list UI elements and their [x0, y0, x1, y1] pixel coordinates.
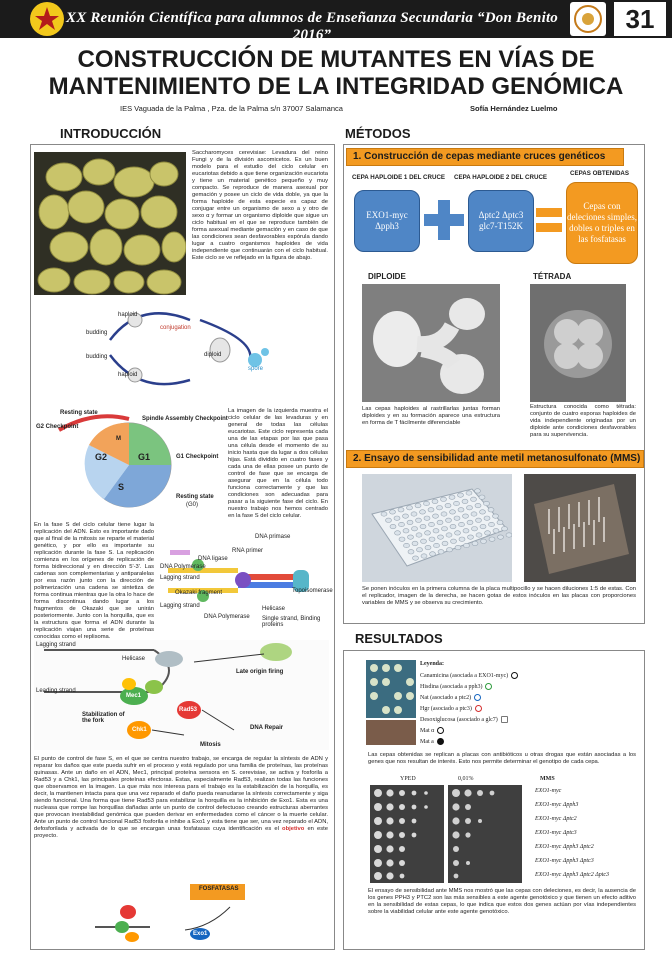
plate-well	[475, 489, 481, 493]
plate-well	[381, 512, 387, 516]
plate-well	[437, 520, 443, 524]
plate-well	[467, 520, 473, 524]
life-cycle-diagram	[80, 300, 280, 400]
plate-well	[476, 518, 482, 522]
plate-well	[502, 527, 508, 531]
label-g1-checkpoint: G1 Checkpoint	[176, 454, 219, 460]
tetrad-caption: Estructura conocida como tétrada: conjunto de cuatro esporas haploides de vida independiente originadas por un diploide ante condiciones desfavorables para su supervivencia.	[530, 404, 636, 438]
legend-text-6: Mat α	[420, 727, 435, 734]
plate-well	[399, 537, 405, 541]
legend-item-7	[420, 738, 444, 745]
plate-well	[493, 529, 499, 533]
plate-well	[420, 524, 426, 528]
plate-well	[480, 524, 486, 528]
plate-well	[455, 545, 461, 549]
col2-label: CEPA HAPLOIDE 2 DEL CRUCE	[454, 174, 548, 181]
affiliation: IES Vaguada de la Palma , Pza. de la Palma s/n 37007 Salamanca	[120, 104, 343, 113]
plate-well	[484, 501, 490, 505]
plate-well	[467, 506, 473, 510]
legend-square-icon	[501, 716, 508, 723]
plate-well	[458, 493, 464, 497]
intro-paragraph-1: Saccharomyces cerevisiae: Levadura del reino Fungi y de la división ascomicetos. Es un buen modelo para el estudio del ciclo celular en eucariotas debido a que tiene organización eucariota y tiene un material genético pequeño y muy compacto. Se reproduce de manera asexual por gemación y posee un ciclo de vida doble, ya que la forma haploide de esta especie es capaz de conjugar entre un organismo de sexo a y otro de sexo α y formar un organismo diploide que sigue un ciclo habitual en el que se reproduce también de forma asexual mediante gemación y en caso de que las condiciones sean desfavorables espórula dando lugar a cuatro organismos haploides de vida independiente que continuarán con el ciclo habitual. Este ciclo se ve reflejado en la figura de abajo.	[192, 150, 329, 261]
plate-well	[395, 531, 401, 535]
legend-item-3	[420, 694, 481, 701]
label-spore: spore	[248, 366, 264, 372]
plate-well	[450, 524, 456, 528]
plate-well	[425, 545, 431, 549]
legend-mat-alpha-icon	[437, 727, 444, 734]
methods-step-1-bar: 1. Construcción de cepas mediante cruces genéticos	[346, 148, 624, 166]
replica-plate-photo-2	[366, 720, 416, 745]
legend-text-5: Desoxiglucosa (asociado a glc7)	[420, 716, 498, 723]
plus-icon	[422, 198, 466, 242]
plate-well	[416, 533, 422, 537]
plate-well	[442, 527, 448, 531]
plate-well	[420, 510, 426, 514]
methods-step-2-bar: 2. Ensayo de sensibilidad ante metil metanosulfonato (MMS)	[346, 450, 644, 468]
label-g2: G2	[95, 452, 108, 462]
legend-title: Leyenda:	[420, 661, 444, 667]
plate-well	[386, 518, 392, 522]
label-dna-polymerase-2: DNA Polymerase	[204, 614, 250, 620]
label-exo1: Exo1	[193, 931, 208, 937]
plate-well	[417, 548, 423, 552]
plate-well	[455, 531, 461, 535]
label-helicase-2: Helicase	[122, 656, 146, 662]
label-haploid-a: haploid	[118, 372, 138, 378]
plate-well	[454, 501, 460, 505]
checkpoint-pathway-diagram	[34, 640, 329, 750]
plate-well	[429, 537, 435, 541]
plate-well	[471, 512, 477, 516]
strain-box-2: Δptc2 Δptc3 glc7-T152K	[468, 190, 534, 252]
label-dna-polymerase: DNA Polymerase	[160, 564, 206, 570]
label-spindle-checkpoint: Spindle Assembly Checkpoint	[142, 416, 228, 422]
label-late-origin: Late origin firing	[236, 669, 284, 675]
label-g0: (G0)	[186, 502, 198, 508]
plate-well	[497, 520, 503, 524]
ypd-label: YPED	[400, 776, 416, 782]
plate-well	[472, 541, 478, 545]
label-lagging-strand: Lagging strand	[160, 575, 200, 581]
label-haploid-alpha: haploid	[118, 312, 138, 318]
plate-well	[430, 552, 436, 556]
plate-well	[506, 533, 512, 537]
plate-well	[488, 508, 494, 512]
plate-well	[480, 510, 486, 514]
legend-text-4: Hgr (asociado a ptc3)	[420, 705, 472, 712]
label-fosfatasas: FOSFATASAS	[199, 886, 239, 892]
plate-well	[433, 514, 439, 518]
legend-text-7: Mat a	[420, 738, 434, 745]
legend-item-1	[420, 672, 518, 679]
plate-well	[442, 541, 448, 545]
label-mitosis: Mitosis	[200, 742, 221, 748]
star-logo-icon	[30, 2, 64, 36]
plate-well	[475, 503, 481, 507]
legend-black-dot-icon	[511, 672, 518, 679]
mms-label: MMS	[540, 776, 555, 782]
plate-well	[476, 533, 482, 537]
label-okazaki: Okazaki fragment	[175, 590, 223, 596]
col3-label: CEPAS OBTENIDAS	[570, 170, 630, 177]
label-diploid: diploid	[204, 352, 222, 358]
intro-paragraph-4-text: El punto de control de fase S, en el que se centra nuestro trabajo, se encarga de regular la síntesis de ADN y reparar los daños que este pueda sufrir en el proceso y está regulado por una familia de proteínas, las proteínas quinasas. Ante un daño en el ADN, Mec1, principal proteína sensora en S. cerevisiae, se activa y fosforila a Rad53 y a Chk1, las principales proteínas efectoras. Estas, especialmente Rad53, realizan todas las funciones que observamos en la imagen. La que más nos interesa para el trabajo es la estabilización de la horquilla, es decir, la mantienen intacta para que una vez reparado el daño pueda reanudarse la síntesis correctamente y siga siendo funcional. Una forma que tiene Rad53 para estabilizar la horquilla es la inhibición de Exo1. Esta es una nucleasa que rompe las horquillas dañadas ante un punto de control defectuoso creando estructuras aberrantes que provocan inestabilidad genómica que pueden derivar en enfermedades como el cáncer o la muerte celular. Ante un punto de control funcional Rad53 fosforila e inhibe a Exo1 y esta tiene que ser, una vez reparado el ADN, defosforilada y activada de lo que se encargan unas fosfatasas cuya identificación es el	[34, 756, 328, 832]
legend-text-1: Canamicina (asociada a EXO1-myc)	[420, 672, 509, 679]
methods-heading: MÉTODOS	[345, 126, 411, 141]
mms-conc-label: 0,01%	[458, 776, 474, 782]
plate-well	[390, 524, 396, 528]
label-resting-state: Resting state	[60, 410, 98, 416]
plate-well	[424, 501, 430, 505]
plate-well	[493, 514, 499, 518]
label-leading-strand: Leading strand	[36, 688, 76, 694]
strain-label-2: EXO1-myc Δpph3	[535, 802, 579, 808]
phosphatase-diagram	[90, 882, 270, 944]
label-s: S	[118, 482, 125, 492]
legend-item-6	[420, 727, 444, 734]
label-chk1: Chk1	[132, 727, 147, 733]
plate-well	[428, 508, 434, 512]
plate-well	[432, 499, 438, 503]
strain-label-5: EXO1-myc Δpph3 Δptc2	[535, 844, 594, 850]
plate-well	[433, 529, 439, 533]
strain-label-4: EXO1-myc Δptc3	[535, 830, 577, 836]
strain-label-6: EXO1-myc Δpph3 Δptc3	[535, 858, 594, 864]
plate-well	[437, 506, 443, 510]
plate-well	[446, 518, 452, 522]
plate-well	[489, 537, 495, 541]
plate-well	[485, 531, 491, 535]
legend-mat-a-icon	[437, 738, 444, 745]
intro-heading: INTRODUCCIÓN	[60, 126, 162, 141]
intro-paragraph-3: En la fase S del ciclo celular tiene lugar la replicación del ADN. Esto es importante dado que al final de la mitosis se reparte el material genético, y por ello es importante su replicación durante la fase S. La replicación comienza en los orígenes de replicación de forma bidireccional y en dirección 5'-3'. Las cadenas son complementarias y antiparalelas por esa razón junto con la dirección de polimerización una cadena se sintetiza de forma continua mientras que la otra lo hace de forma discontinua dando lugar a los fragmentos de Okazaki que se unirán posteriormente. Junto con la horquilla, que es la estructura que forma el ADN durante la replicación viajan una serie de proteínas conocidas como el replisoma.	[34, 522, 154, 640]
page-number: 31	[614, 2, 666, 36]
plate-well	[421, 539, 427, 543]
plate-well	[438, 535, 444, 539]
replicator-photo	[524, 474, 636, 582]
label-m: M	[116, 436, 121, 442]
plate-well	[498, 535, 504, 539]
legend-green-dot-icon	[485, 683, 492, 690]
plate-well	[468, 535, 474, 539]
strain-label-1: EXO1-myc	[535, 788, 562, 794]
plate-well	[489, 522, 495, 526]
plate-well	[445, 503, 451, 507]
mms-caption: Se ponen inóculos en la primera columna de la placa multipocillo y se hacen diluciones 1:5 de estas. Con el replicador, imagen de la derecha, se hacen gotas de estos inóculos en las placas con proporciones variables de MMS y se observa su crecimiento.	[362, 586, 636, 606]
intro-paragraph-2: La imagen de la izquierda muestra el ciclo celular de las levaduras y en general de todas las células eucariotas. Este ciclo representa cada una de las etapas por las que pasa una célula desde el momento de su inicio hasta que da lugar a dos células hijas. Está dividido en cuatro fases y cada una de ellas posee un punto de control de fase que se encarga de asegurar que en la célula todo funciona correctamente y que las condiciones son adecuadas para pasar a la siguiente fase del ciclo. En nuestro trabajo nos hemos centrado en la fase S del ciclo celular.	[228, 408, 328, 519]
plate-well	[408, 535, 414, 539]
plate-well	[398, 508, 404, 512]
plate-well	[463, 514, 469, 518]
banner-title: XX Reunión Científica para alumnos de Enseñanza Secundaria “Don Benito 2016”	[65, 10, 559, 43]
equals-icon	[534, 202, 564, 238]
plate-well	[479, 495, 485, 499]
plate-well	[466, 491, 472, 495]
plate-well	[446, 533, 452, 537]
diploide-label: DIPLOIDE	[368, 272, 406, 281]
label-budding-2: budding	[86, 354, 108, 360]
legend-item-5	[420, 716, 508, 723]
plate-well	[447, 548, 453, 552]
plate-well	[429, 522, 435, 526]
plate-well	[441, 497, 447, 501]
plate-well	[463, 529, 469, 533]
plate-well	[421, 554, 427, 558]
plate-well	[441, 512, 447, 516]
plate-well	[407, 520, 413, 524]
legend-blue-dot-icon	[474, 694, 481, 701]
plate-well	[481, 539, 487, 543]
plate-well	[424, 516, 430, 520]
plate-well	[434, 543, 440, 547]
tetrad-photo	[530, 284, 626, 402]
plate-well	[407, 506, 413, 510]
plate-well	[413, 556, 419, 560]
legend-item-2	[420, 683, 492, 690]
plate-well	[459, 537, 465, 541]
plate-well	[464, 543, 470, 547]
page-title	[40, 46, 632, 100]
strain-box-1: EXO1-myc Δpph3	[354, 190, 420, 252]
plate-well	[404, 543, 410, 547]
label-helicase: Helicase	[262, 606, 286, 612]
legend-item-4	[420, 705, 482, 712]
plate-well	[408, 550, 414, 554]
plate-well	[403, 514, 409, 518]
plate-well	[449, 495, 455, 499]
label-ssb: Single strand, Binding proteins	[262, 616, 321, 628]
intro-paragraph-4-end: en este proyecto.	[34, 826, 328, 839]
label-stabilization: Stabilization of the fork	[82, 712, 125, 724]
plate-well	[411, 512, 417, 516]
legend-text-2: Hisdina (asociada a pph3)	[420, 683, 483, 690]
title-line-2: MANTENIMIENTO DE LA INTEGRIDAD GENÓMICA	[48, 73, 624, 100]
plate-well	[425, 531, 431, 535]
label-g2-checkpoint: G2 Checkpoint	[36, 424, 79, 430]
legend-text-3: Nat (asociado a ptc2)	[420, 694, 472, 701]
results-caption-1: Las cepas obtenidas se replican a placas con antibióticos u otras drogas que están asociadas a los genes que nos resultan de interés. Esto nos permite determinar el genotipo de cada cepa.	[368, 752, 636, 765]
ypd-plate-photo	[370, 785, 444, 883]
label-lagging-strand-3: Lagging strand	[36, 642, 76, 648]
plate-well	[412, 541, 418, 545]
plate-well	[399, 522, 405, 526]
plate-well	[459, 522, 465, 526]
plate-well	[471, 497, 477, 501]
label-dna-primase: DNA primase	[255, 534, 291, 540]
replica-plate-photo-1	[366, 660, 416, 718]
plate-well	[458, 508, 464, 512]
col1-label: CEPA HAPLOIDE 1 DEL CRUCE	[352, 174, 446, 181]
plate-well	[454, 516, 460, 520]
plate-well	[484, 516, 490, 520]
plate-well	[390, 510, 396, 514]
results-heading: RESULTADOS	[355, 631, 443, 646]
label-rad53: Rad53	[179, 707, 198, 713]
label-lagging-strand-2: Lagging strand	[160, 603, 200, 609]
diploid-caption: Las cepas haploides al rastrillarlas juntas forman diploides y en su formación aparece una estructura en forma de T fácilmente diferenciable	[362, 406, 500, 426]
plate-well	[416, 518, 422, 522]
plate-well	[415, 503, 421, 507]
strain-box-result: Cepas con deleciones simples, dobles o triples en las fosfatasas	[566, 182, 638, 264]
label-budding-1: budding	[86, 330, 108, 336]
label-mec1: Mec1	[126, 693, 142, 699]
intro-paragraph-4	[34, 756, 328, 840]
plate-well	[403, 529, 409, 533]
tetrada-label: TÉTRADA	[533, 272, 572, 281]
legend-red-dot-icon	[475, 705, 482, 712]
society-logo-icon	[570, 2, 606, 36]
plate-well	[450, 510, 456, 514]
plate-well	[412, 527, 418, 531]
diploid-photo	[362, 284, 500, 402]
objective-highlight: objetivo	[282, 826, 305, 832]
label-dna-ligase: DNA ligase	[198, 556, 228, 562]
label-dna-repair: DNA Repair	[250, 725, 284, 731]
label-g1: G1	[138, 452, 151, 462]
plate-well	[438, 550, 444, 554]
label-resting-state-2: Resting state	[176, 494, 214, 500]
plate-well	[394, 516, 400, 520]
label-topoisomerase: Topoisomerase	[292, 588, 333, 594]
plate-well	[451, 539, 457, 543]
strain-label-7: EXO1-myc Δpph3 Δptc2 Δptc3	[535, 872, 610, 878]
results-caption-2: El ensayo de sensibilidad ante MMS nos mostró que las cepas con deleciones, es decir, la ausencia de los genes PPH3 y PTC2 son las más sensibles a este agente genotóxico y que tienen un efecto aditivo en la sensibilidad de estas cepas, lo que indica que estos dos genes actúan por vías independientes sobre la viabilidad celular ante este agente genotóxico.	[368, 888, 636, 915]
mms-plate-photo	[448, 785, 522, 883]
strain-label-3: EXO1-myc Δptc2	[535, 816, 577, 822]
author: Sofía Hernández Luelmo	[470, 104, 558, 113]
multiwell-plate-photo	[362, 474, 512, 582]
title-line-1: CONSTRUCCIÓN DE MUTANTES EN VÍAS DE	[77, 46, 595, 73]
plate-well	[472, 527, 478, 531]
label-conjugation: conjugation	[160, 325, 191, 331]
plate-well	[462, 499, 468, 503]
label-rna-primer: RNA primer	[232, 548, 264, 554]
yeast-photo	[34, 152, 186, 295]
